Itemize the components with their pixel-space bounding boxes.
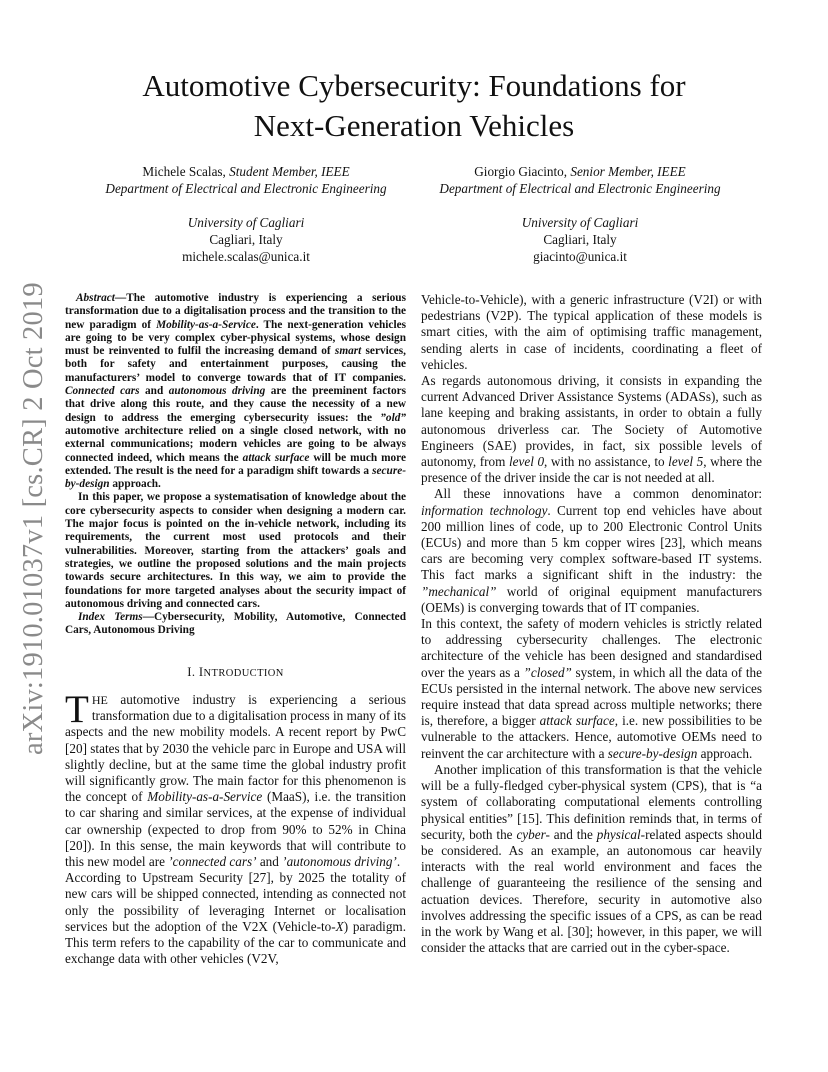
left-column bbox=[65, 292, 406, 967]
author-city: Cagliari, Italy bbox=[209, 232, 283, 247]
abstract-paragraph-2: In this paper, we propose a systematisation of knowledge about the core cybersecurity aspects to consider when designing a modern car. The major focus is pointed on the in-vehicle network, including its requirements, the current most used protocols and their vulnerabilities. Moreover, starting from the attackers’ goals and strategies, we outline the proposed solutions and the main projects towards secure architectures. In this way, we aim to provide the foundations for more targeted analyses about the security impact of autonomous driving and connected cars. bbox=[65, 491, 406, 610]
right-paragraph-4: In this context, the safety of modern vehicles is strictly related to addressing cybersecurity challenges. The electronic architecture of the vehicle has been designed and standardised over the years as a ”closed” system, in which all the data of the ECUs persisted in the internal network. The above new services require instead that data spread across multiple networks; there is, therefore, a bigger attack surface, i.e. new possibilities to be vulnerable to the attackers. Hence, automotive OEMs need to reinvent the car architecture with a secure-by-design approach. bbox=[421, 616, 762, 761]
author-role: Student Member, IEEE bbox=[229, 164, 350, 179]
index-terms: Index Terms—Cybersecurity, Mobility, Automotive, Connected Cars, Autonomous Driving bbox=[65, 611, 406, 637]
paper-title bbox=[0, 66, 828, 146]
right-paragraph-3: All these innovations have a common denominator: information technology. Current top end vehicles have about 200 million lines of code, up to 200 Electronic Control Units (ECUs) and more than 5 km copper wires [23], which means cars are becoming very complex software-based IT systems. This fact marks a significant shift in the industry: the ”mechanical” world of original equipment manufacturers (OEMs) is converging towards that of IT companies. bbox=[421, 486, 762, 615]
intro-paragraph-1: THE automotive industry is experiencing a serious transformation due to a digitalisation process in many of its aspects and the new mobility models. A recent report by PwC [20] states that by 2030 the vehicle parc in Europe and USA will slightly decline, but at the same time the global industry profit will significantly grow. The main factor for this phenomenon is the concept of Mobility-as-a-Service (MaaS), i.e. the transition to car sharing and similar services, at the expense of individual car ownership (expected to drop from 90% to 52% in China [20]). In this sense, the main keywords that will contribute to this new model are ’connected cars’ and ’autonomous driving’. bbox=[65, 687, 406, 869]
author-email: michele.scalas@unica.it bbox=[182, 249, 310, 264]
arxiv-watermark bbox=[18, 282, 58, 755]
right-column bbox=[421, 292, 762, 956]
author-name: Michele Scalas, bbox=[142, 164, 226, 179]
author-dept: Department of Electrical and Electronic Engineering bbox=[105, 181, 387, 196]
right-paragraph-5: Another implication of this transformation is that the vehicle will be a fully-fledged cyber-physical system (CPS), that is “a system of collaborating computational elements controlling physical entities” [15]. This definition reminds that, in terms of security, both the cyber- and the physical-related aspects should be considered. As an example, an autonomous car heavily interacts with the real world environment and faces the challenge of guaranteeing the resilience of the sensing and actuation devices. Therefore, security in automotive also involves addressing the specific issues of a CPS, as can be read in the work by Wang et al. [30]; however, in this paper, we will consider the attacks that are carried out in the cyber-space. bbox=[421, 761, 762, 956]
author-block-2 bbox=[400, 163, 760, 265]
author-block-1 bbox=[66, 163, 426, 265]
right-paragraph-1: Vehicle-to-Vehicle), with a generic infrastructure (V2I) or with pedestrians (V2P). The typical application of these models is smart cities, with the aim of optimising traffic management, sending alerts in case of incidents, coordinating a fleet of vehicles. bbox=[421, 292, 762, 372]
author-univ: University of Cagliari bbox=[187, 215, 305, 230]
abstract-paragraph-1: Abstract—The automotive industry is experiencing a serious transformation due to a digitalisation process and the transition to the new paradigm of Mobility-as-a-Service. The next-generation vehicles are going to be very complex cyber-physical systems, whose design must be reinvented to fulfil the increasing demand of smart services, both for safety and entertainment purposes, causing the manufacturers’ model to converge towards that of IT companies. Connected cars and autonomous driving are the preeminent factors that drive along this route, and they cause the necessity of a new design to address the emerging cybersecurity issues: the ”old” automotive architecture relied on a single closed network, with no external communications; modern vehicles are going to be always connected indeed, which means the attack surface will be much more extended. The result is the need for a paradigm shift towards a secure-by-design approach. bbox=[65, 292, 407, 491]
section-heading: I. INTRODUCTION bbox=[187, 664, 284, 679]
abstract bbox=[65, 292, 406, 638]
intro-paragraph-2: According to Upstream Security [27], by 2025 the totality of new cars will be shipped connected, intending as connected not only the possibility of leveraging Internet or localisation services but the adoption of the V2X (Vehicle-to-X) paradigm. This term refers to the capability of the car to communicate and exchange data with other vehicles (V2V, bbox=[65, 870, 406, 967]
author-dept: Department of Electrical and Electronic Engineering bbox=[439, 181, 721, 196]
author-city: Cagliari, Italy bbox=[543, 232, 617, 247]
arxiv-id: arXiv:1910.01037v1 [cs.CR] 2 Oct 2019 bbox=[18, 282, 49, 755]
drop-cap: T bbox=[65, 687, 89, 731]
author-univ: University of Cagliari bbox=[521, 215, 639, 230]
right-paragraph-2: As regards autonomous driving, it consists in expanding the current Advanced Driver Assistance Systems (ADASs), such as lane keeping and braking assistants, in order to obtain a fully autonomous driverless car. The Society of Automotive Engineers (SAE) provides, in fact, six possible levels of autonomy, from level 0, with no assistance, to level 5, where the presence of the driver inside the car is not needed at all. bbox=[421, 373, 762, 486]
author-role: Senior Member, IEEE bbox=[570, 164, 686, 179]
author-email: giacinto@unica.it bbox=[533, 249, 627, 264]
author-name: Giorgio Giacinto, bbox=[474, 164, 568, 179]
title-line-2: Next-Generation Vehicles bbox=[253, 108, 575, 143]
intro-body bbox=[65, 687, 406, 967]
title-line-1: Automotive Cybersecurity: Foundations for bbox=[142, 68, 686, 103]
